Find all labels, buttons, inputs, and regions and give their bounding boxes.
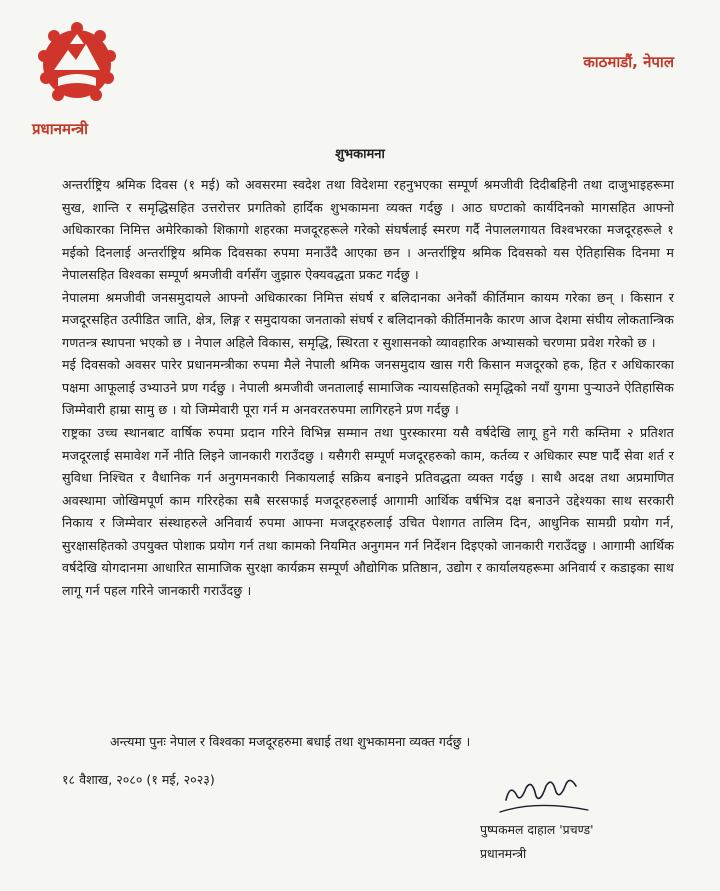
letter-body xyxy=(62,174,674,602)
paragraph: अन्तर्राष्ट्रिय श्रमिक दिवस (१ मई) को अवसरमा स्वदेश तथा विदेशमा रहनुभएका सम्पूर्ण श्रमजीवी दिदीबहिनी तथा दाजुभाइहरूमा सुख, शान्ति र समृद्धिसहित उत्तरोत्तर प्रगतिको हार्दिक शुभकामना व्यक्त गर्दछु । आठ घण्टाको कार्यदिनको मागसहित आफ्नो अधिकारका निमित्त अमेरिकाको शिकागो शहरका मजदूरहरूले गरेको संघर्षलाई स्मरण गर्दै नेपाललगायत विश्वभरका मजदूरहरूले १ मईको दिनलाई अन्तर्राष्ट्रिय श्रमिक दिवसका रुपमा मनाउँदै आएका छन । अन्तर्राष्ट्रिय श्रमिक दिवसको यस ऐतिहासिक दिनमा म नेपालसहित विश्वका सम्पूर्ण श्रमजीवी वर्गसँग जुझारु ऐक्यवद्धता प्रकट गर्दछु । xyxy=(62,177,674,283)
place-heading: काठमाडौं, नेपाल xyxy=(583,53,674,71)
paragraph: मई दिवसको अवसर पारेर प्रधानमन्त्रीका रुपमा मैले नेपाली श्रमिक जनसमुदाय खास गरी किसान मजदूरको हक, हित र अधिकारका पक्षमा आफूलाई उभ्याउने प्रण गर्दछु । नेपाली श्रमजीवी जनतालाई सामाजिक न्यायसहितको समृद्धिको नयाँ युगमा पुऱ्याउने ऐतिहासिक जिम्मेवारी हाम्रा सामु छ । यो जिम्मेवारी पूरा गर्न म अनवरतरुपमा लागिरहने प्रण गर्दछु । xyxy=(62,357,674,418)
signer-name: पुष्पकमल दाहाल 'प्रचण्ड' xyxy=(480,822,594,837)
closing-line: अन्त्यमा पुनः नेपाल र विश्वका मजदूरहरुमा बधाई तथा शुभकामना व्यक्त गर्दछु । xyxy=(110,734,471,749)
paragraph: नेपालमा श्रमजीवी जनसमुदायले आफ्नो अधिकारका निमित्त संघर्ष र बलिदानका अनेकौं कीर्तिमान कायम गरेका छन् । किसान र मजदूरसहित उत्पीडित जाति, क्षेत्र, लिङ्ग र समुदायका जनताको संघर्ष र बलिदानको कीर्तिमानकै कारण आज देशमा संघीय लोकतान्त्रिक गणतन्त्र स्थापना भएको छ । नेपाल अहिले विकास, समृद्धि, स्थिरता र सुशासनको व्यावहारिक अभ्यासको चरणमा प्रवेश गरेको छ । xyxy=(62,289,674,350)
signer-title: प्रधानमन्त्री xyxy=(480,846,527,861)
letter-date: १८ वैशाख, २०८० (१ मई, २०२३) xyxy=(62,772,215,787)
paragraph: राष्ट्रका उच्च स्थानबाट वार्षिक रुपमा प्रदान गरिने विभिन्न सम्मान तथा पुरस्कारमा यसै वर्षदेखि लागू हुने गरी कम्तिमा २ प्रतिशत मजदूरलाई समावेश गर्ने नीति लिइने जानकारी गराउँदछु । यसैगरी सम्पूर्ण मजदूरहरुको काम, कर्तव्य र अधिकार स्पष्ट पार्दै सेवा शर्त र सुविधा निश्चित र वैधानिक गर्न अनुगमनकारी निकायलाई सक्रिय बनाइने प्रतिवद्धता व्यक्त गर्दछु । साथै अदक्ष तथा अप्रमाणित अवस्थामा जोखिमपूर्ण काम गरिरहेका सबै सरसफाई मजदूरहरुलाई आगामी आर्थिक वर्षभित्र दक्ष बनाउने उद्देश्यका साथ सरकारी निकाय र जिम्मेवार संस्थाहरुले अनिवार्य रुपमा आफ्ना मजदूरहरुलाई उचित पेशागत तालिम दिन, आधुनिक सामग्री प्रयोग गर्न, सुरक्षासहितको उपयुक्त पोशाक प्रयोग गर्न तथा कामको नियमित अनुगमन गर्न निर्देशन दिइएको जानकारी गराउँदछु । आगामी आर्थिक वर्षदेखि योगदानमा आधारित सामाजिक सुरक्षा कार्यक्रम सम्पूर्ण औद्योगिक प्रतिष्ठान, उद्योग र कार्यालयहरूमा अनिवार्य र कडाइका साथ लागू गर्न पहल गरिने जानकारी गराउँदछु । xyxy=(62,425,674,598)
office-heading: प्रधानमन्त्री xyxy=(32,120,88,138)
letter-title: शुभकामना xyxy=(335,147,385,162)
handwritten-signature-icon xyxy=(496,770,592,818)
nepal-emblem-icon xyxy=(34,20,120,106)
